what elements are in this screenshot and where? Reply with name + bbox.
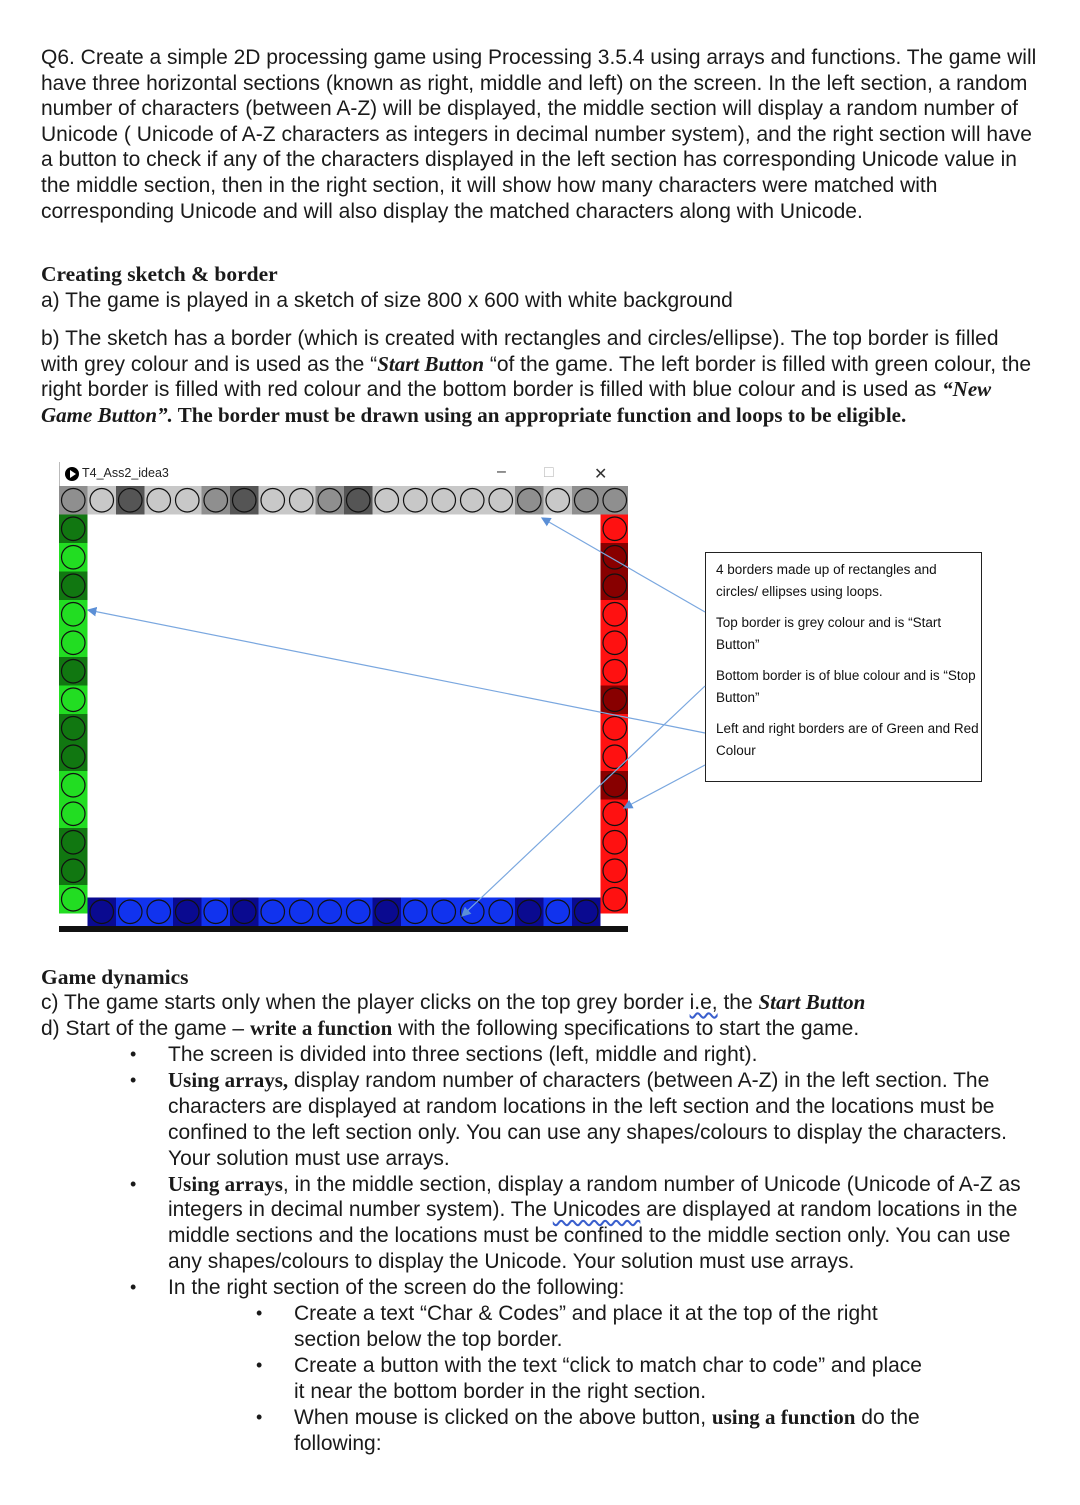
callout-line-2: Top border is grey colour and is “Start Button” (716, 615, 942, 652)
item-a: a) The game is played in a sketch of size 800 x 600 with white background (41, 289, 733, 312)
section-heading-sketch-border: Creating sketch & border (41, 262, 278, 286)
question-intro: Q6. Create a simple 2D processing game using Processing 3.5.4 using arrays and functions. The game will have three horizontal sections (known as right, middle and left) on the screen. In the left section, a random number of characters (between A-Z) will be displayed, the middle section will display a random number of Unicode ( Unicode of A-Z characters as integers in decimal number system), and the right section will have a button to check if any of the characters displayed in the left section has corresponding Unicode value in the middle section, then in the right section, it will show how many characters were matched with corresponding Unicode and will also display the matched characters along with Unicode. (41, 46, 1037, 223)
sub-list-item: • Create a button with the text “click to match char to code” and place it near the bottom border in the right section. (294, 1353, 934, 1405)
new-game-button-term: “New Game Button”. (41, 377, 992, 427)
callout-line-4: Left and right borders are of Green and Red Colour (716, 721, 979, 758)
arrow-to-top-border (542, 518, 705, 612)
minimize-icon[interactable]: – (497, 463, 506, 480)
sub-list-item: • Create a text “Char & Codes” and place it at the top of the right section below the top border. (294, 1301, 934, 1353)
window-title: T4_Ass2_idea3 (82, 466, 169, 480)
arrow-to-left-border (88, 610, 705, 733)
section-heading-game-dynamics: Game dynamics (41, 965, 189, 989)
spec-list (168, 1042, 1028, 1457)
list-item: • In the right section of the screen do the following: • Create a text “Char & Codes” and place it at the top of the right section below the top border. • Create a button with the text “click to match char to code” and place it near the bottom border in the right section. • When mouse is clicked on the above button, using a function do the following: (168, 1275, 1028, 1456)
list-item: • Using arrays, display random number of characters (between A-Z) in the left section. The characters are displayed at random locations in the left section and the locations must be confined to the left section only. You can use any shapes/colours to display the characters. Your solution must use arrays. (168, 1068, 1028, 1172)
callout-line-3: Bottom border is of blue colour and is “Stop Button” (716, 668, 976, 705)
callout-line-1: 4 borders made up of rectangles and circles/ ellipses using loops. (716, 562, 937, 599)
list-item: • Using arrays, in the middle section, display a random number of Unicode (Unicode of A-Z as integers in decimal number system). The Unicodes are displayed at random locations in the middle sections and the locations must be confined to the middle section only. You can use any shapes/colours to display the Unicode. Your solution must use arrays. (168, 1172, 1028, 1276)
item-c: c) The game starts only when the player clicks on the top grey border i.e, the Start Button (41, 990, 866, 1014)
item-b: b) The sketch has a border (which is created with rectangles and circles/ellipse). The top border is filled with grey colour and is used as the “Start Button “of the game. The left border is filled with green colour, the right border is filled with red colour and the bottom border is filled with blue colour and is used as “New Game Button”. The border must be drawn using an appropriate function and loops to be eligible. (41, 327, 1032, 427)
arrow-to-right-border (624, 765, 705, 808)
list-item: • The screen is divided into three sections (left, middle and right). (168, 1042, 1028, 1068)
sub-list (294, 1301, 934, 1456)
arrow-to-bottom-border (462, 686, 705, 916)
close-icon[interactable]: ✕ (594, 466, 608, 483)
sub-list-item: • When mouse is clicked on the above button, using a function do the following: (294, 1405, 934, 1457)
ie-spellcheck: i.e, (689, 991, 718, 1014)
start-button-term-2: Start Button (758, 990, 866, 1014)
item-d: d) Start of the game – write a function with the following specifications to start the game. (41, 1016, 860, 1040)
start-button-term: Start Button (377, 351, 484, 376)
maximize-icon[interactable]: □ (544, 464, 554, 481)
